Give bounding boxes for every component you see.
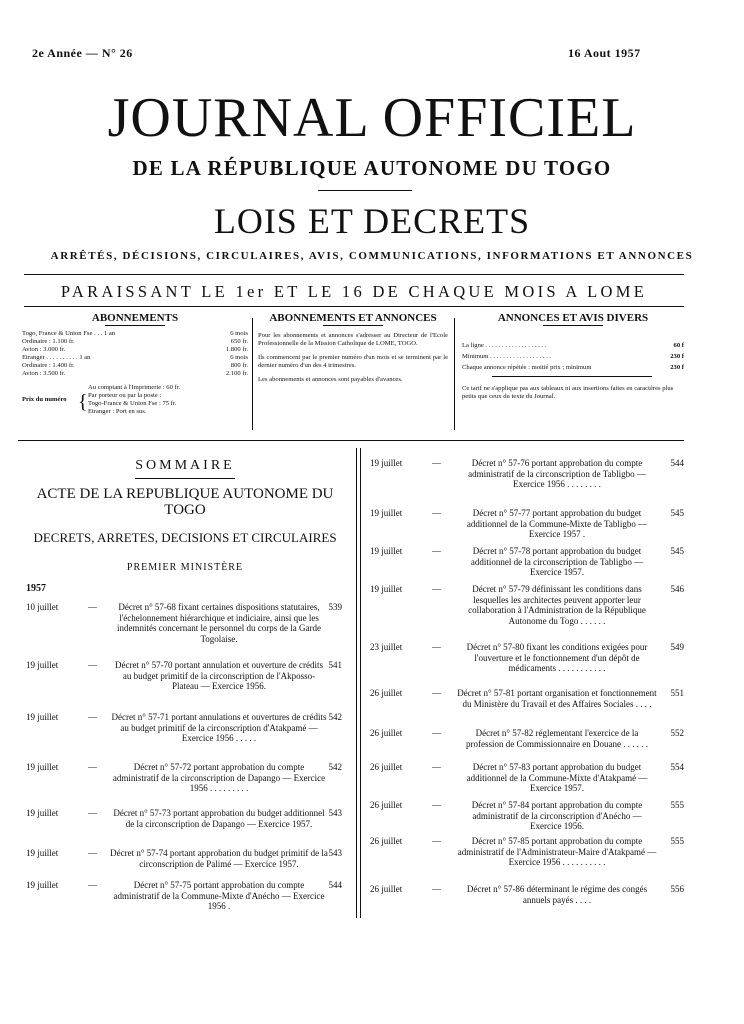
entry-dash: — [432, 800, 441, 810]
rate-value: 2.100 fr. [225, 370, 248, 377]
entry-dash: — [432, 688, 441, 698]
entry-date: 19 juillet [370, 458, 403, 468]
rate-label: Togo, France & Union Fse . . . 1 an [22, 330, 116, 337]
entry-text: Décret n° 57-74 portant approbation du budget primitif de la circonscription de Palimé — Exercice 1957. [110, 848, 328, 869]
rate-value: 650 fr. [230, 338, 248, 345]
entry-dash: — [432, 728, 441, 738]
tarif-label: Minimum . . . . . . . . . . . . . . . . . . . [462, 353, 552, 360]
entry-date: 26 juillet [370, 728, 403, 738]
entry-date: 19 juillet [26, 808, 59, 818]
entry-dash: — [88, 762, 97, 772]
prix-line: Togo-France & Union Fse : 75 fr. [88, 400, 177, 407]
box-underline [105, 325, 165, 326]
entry-text: Décret n° 57-72 portant approbation du compte administratif de la circonscription de Dapango — Exercice 1956 . . . . . . . . . [112, 762, 326, 793]
box-divider [454, 318, 455, 430]
entry-text: Décret n° 57-73 portant approbation du budget additionnel de la circonscription de Dapango — Exercice 1957. [113, 808, 325, 829]
entry-date: 19 juillet [26, 660, 59, 670]
entry-text: Décret n° 57-78 portant approbation du budget additionnel de la circonscription de Tabligbo — Exercice 1957. [470, 546, 644, 577]
entry-text: Décret n° 57-81 portant organisation et fonctionnement du Ministère du Travail et des Affaires Sociales . . . . [457, 688, 657, 709]
entry-page: 543 [328, 808, 342, 818]
rate-row [22, 346, 248, 354]
entry-page: 545 [670, 546, 684, 556]
entry-dash: — [432, 458, 441, 468]
sommaire-underline [135, 478, 235, 479]
rate-row [22, 338, 248, 346]
abonnements-annonces-box [258, 312, 448, 390]
entry-dash: — [88, 602, 97, 612]
boxes-bottom-rule [18, 440, 684, 441]
entry-dash: — [432, 762, 441, 772]
title-divider [318, 190, 412, 191]
annonces-avis-rows [462, 342, 684, 372]
entry-page: 549 [670, 642, 684, 652]
entry-page: 551 [670, 688, 684, 698]
annonces-avis-box [462, 312, 684, 401]
entry-page: 555 [670, 800, 684, 810]
entry-dash: — [432, 508, 441, 518]
entry-page: 542 [328, 762, 342, 772]
section-title: LOIS ET DECRETS [213, 201, 531, 241]
entry-page: 543 [328, 848, 342, 858]
rate-value: 6 mois [230, 330, 248, 337]
abonnements-annonces-text [258, 332, 448, 384]
info-paragraph: Les abonnements et annonces sont payables d'avances. [258, 376, 403, 383]
entry-text: Décret n° 57-77 portant approbation du budget additionnel de la Commune-Mixte de Tabligbo — Exercice 1957 . [466, 508, 648, 539]
annonces-note: Ce tarif ne s'applique pas aux tableaux ni aux insertions faites en caractères plus petits que ceux du texte du Journal. [462, 385, 674, 400]
tagline: ARRÊTÉS, DÉCISIONS, CIRCULAIRES, AVIS, COMMUNICATIONS, INFORMATIONS ET ANNONCES [50, 250, 694, 262]
issue-date: 16 Aout 1957 [568, 46, 641, 60]
abonnements-annonces-title: ABONNEMENTS ET ANNONCES [269, 312, 437, 324]
entry-text: Décret n° 57-84 portant approbation du compte administratif de la circonscription d'Anécho — Exercice 1956. [471, 800, 643, 831]
abonnements-rows [22, 330, 248, 378]
prix-line: Au comptant à l'Imprimerie : 60 fr. [88, 384, 181, 391]
entry-text: Décret n° 57-80 fixant les conditions exigées pour l'ouverture et le fonctionnement d'un dépôt de médicaments . . . . . . . . . . . [466, 642, 648, 673]
tarif-value: 230 f [670, 353, 684, 360]
box-underline [543, 325, 603, 326]
entry-text: Décret n° 57-85 portant approbation du compte administratif de l'Administrateur-Maire d'Atakpamé — Exercice 1956 . . . . . . . . . . [457, 836, 657, 867]
entry-text: Décret n° 57-76 portant approbation du compte administratif de la circonscription de Tabligbo — Exercice 1956 . . . . . . . . [468, 458, 646, 489]
prix-line: Par porteur ou par la poste : [88, 392, 162, 399]
box-rule [492, 376, 652, 377]
entry-date: 26 juillet [370, 884, 403, 894]
year-heading: 1957 [26, 583, 46, 594]
entry-date: 23 juillet [370, 642, 403, 652]
entry-page: 545 [670, 508, 684, 518]
rate-row [22, 362, 248, 370]
prix-label: Prix du numéro [22, 396, 67, 403]
top-rule [24, 274, 684, 275]
entry-page: 554 [670, 762, 684, 772]
entry-page: 542 [328, 712, 342, 722]
entry-page: 541 [328, 660, 342, 670]
entry-date: 19 juillet [370, 546, 403, 556]
box-divider [252, 318, 253, 430]
entry-date: 10 juillet [26, 602, 59, 612]
entry-text: Décret n° 57-82 réglementant l'exercice de la profession de Commissionnaire en Douane . . . . . . [466, 728, 648, 749]
entry-date: 26 juillet [370, 688, 403, 698]
journal-subtitle: DE LA RÉPUBLIQUE AUTONOME DU TOGO [132, 156, 612, 180]
entry-date: 19 juillet [370, 508, 403, 518]
tarif-label: La ligne . . . . . . . . . . . . . . . . . . . [462, 342, 547, 349]
rate-label: Avion : 3.500 fr. [22, 370, 66, 377]
entry-text: Décret n° 57-71 portant annulations et ouvertures de crédits au budget primitif de la circonscription d'Atakpamé — Exercice 1956 . . . . . [111, 712, 327, 743]
entry-date: 26 juillet [370, 762, 403, 772]
abonnements-box [22, 312, 248, 424]
prix-line: Etranger : Port en sus. [88, 408, 147, 415]
publication-schedule: PARAISSANT LE 1er ET LE 16 DE CHAQUE MOIS A LOME [60, 282, 648, 301]
entry-date: 19 juillet [26, 880, 59, 890]
tarif-value: 60 f [673, 342, 684, 349]
entry-text: Décret n° 57-83 portant approbation du budget additionnel de la Commune-Mixte d'Atakpamé — Exercice 1957. [466, 762, 648, 793]
entry-text: Décret n° 57-75 portant approbation du compte administratif de la Commune-Mixte d'Anécho — Exercice 1956 . [113, 880, 325, 911]
entry-dash: — [88, 712, 97, 722]
info-paragraph: Pour les abonnements et annonces s'adresser au Directeur de l'Ecole Professionnelle de la Mission Catholique de LOME, TOGO. [258, 332, 448, 347]
entry-date: 19 juillet [370, 584, 403, 594]
tarif-row [462, 364, 684, 372]
rate-label: Avion : 3.000 fr. [22, 346, 66, 353]
publication-rule [24, 306, 684, 307]
rate-label: Ordinaire : 1.400 fr. [22, 362, 75, 369]
entry-date: 19 juillet [26, 712, 59, 722]
entry-date: 26 juillet [370, 836, 403, 846]
info-paragraph: Ils commencent par le premier numéro d'un mois et se terminent par le dernier numéro d'un des 4 trimestres. [258, 354, 448, 369]
rate-value: 800 fr. [230, 362, 248, 369]
entry-page: 552 [670, 728, 684, 738]
tarif-value: 230 f [670, 364, 684, 371]
brace-icon: { [78, 391, 88, 413]
entry-dash: — [88, 880, 97, 890]
entry-dash: — [432, 836, 441, 846]
entry-text: Décret n° 57-79 définissant les conditions dans lesquelles les architectes peuvent apporter leur collaboration à l'Administration de la République Autonome du Togo . . . . . . [468, 584, 646, 626]
rate-label: Etranger . . . . . . . . . . 1 an [22, 354, 91, 361]
entry-date: 26 juillet [370, 800, 403, 810]
rate-value: 6 mois [230, 354, 248, 361]
entry-page: 556 [670, 884, 684, 894]
entry-date: 19 juillet [26, 762, 59, 772]
entry-page: 546 [670, 584, 684, 594]
rate-label: Ordinaire : 1.100 fr. [22, 338, 75, 345]
ministere-heading: PREMIER MINISTÈRE [126, 562, 244, 573]
rate-value: 1.800 fr. [225, 346, 248, 353]
tarif-row [462, 353, 684, 361]
box-underline [323, 325, 383, 326]
tarif-row [462, 342, 684, 350]
decrets-heading: DECRETS, ARRETES, DECISIONS ET CIRCULAIRES [33, 530, 337, 545]
entry-text: Décret n° 57-70 portant annulation et ouverture de crédits au budget primitif de la circonscription de l'Akposso-Plateau — Exercice 1956. [114, 660, 324, 691]
issue-number: 2e Année — N° 26 [32, 46, 133, 60]
acte-heading: ACTE DE LA REPUBLIQUE AUTONOME DU TOGO [36, 486, 334, 518]
tarif-label: Chaque annonce répétée : moitié prix ; minimum [462, 364, 592, 371]
entry-dash: — [88, 808, 97, 818]
prix-lines [88, 384, 248, 416]
entry-page: 544 [328, 880, 342, 890]
abonnements-title: ABONNEMENTS [91, 312, 179, 324]
rate-row [22, 330, 248, 338]
entry-text: Décret n° 57-86 déterminant le régime des congés annuels payés . . . . [466, 884, 648, 905]
entry-dash: — [88, 660, 97, 670]
entry-dash: — [432, 884, 441, 894]
prix-numero [22, 384, 248, 424]
annonces-avis-title: ANNONCES ET AVIS DIVERS [497, 312, 649, 324]
entry-date: 19 juillet [26, 848, 59, 858]
entry-dash: — [432, 642, 441, 652]
column-divider [356, 448, 361, 918]
entry-text: Décret n° 57-68 fixant certaines dispositions statutaires, l'échelonnement hiérarchique et indiciaire, ainsi que les indemnités concernant le personnel du corps de la Garde Togolaise. [117, 602, 321, 644]
rate-row [22, 370, 248, 378]
entry-page: 544 [670, 458, 684, 468]
entry-dash: — [88, 848, 97, 858]
entry-dash: — [432, 584, 441, 594]
rate-row [22, 354, 248, 362]
sommaire-title: SOMMAIRE [135, 458, 235, 473]
journal-title: JOURNAL OFFICIEL [107, 87, 637, 149]
entry-page: 555 [670, 836, 684, 846]
entry-dash: — [432, 546, 441, 556]
entry-page: 539 [328, 602, 342, 612]
